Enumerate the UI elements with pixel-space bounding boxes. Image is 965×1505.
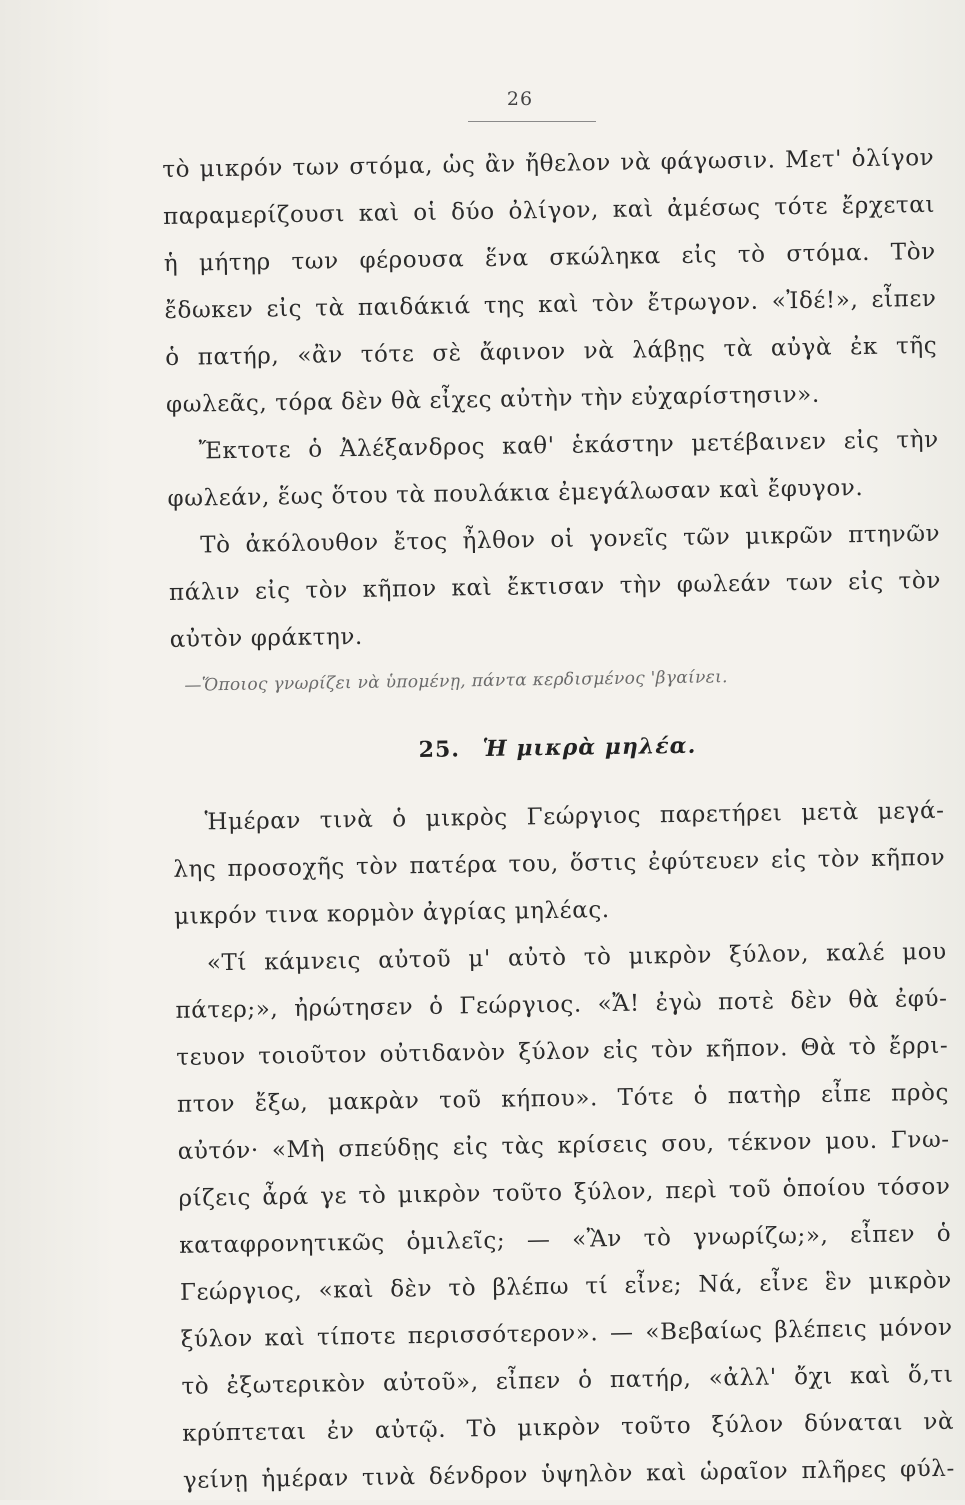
section-heading <box>171 696 944 800</box>
page-text <box>162 135 955 1505</box>
text-line: καταφρονητικῶς ὁμιλεῖς; — «Ἂν τὸ γνωρίζω;», εἶπεν ὁ <box>179 1220 952 1259</box>
page-number: 26 <box>506 88 534 110</box>
text-line: γείνῃ ἡμέραν τινὰ δένδρον ὑψηλὸν καὶ ὡραῖον πλῆρες φύλ- <box>182 1455 956 1494</box>
text-line: τευον τοιοῦτον οὐτιδανὸν ξύλον εἰς τὸν κῆπον. Θὰ τὸ ἔρρι- <box>176 1032 949 1071</box>
text-line: παραμερίζουσι καὶ οἱ δύο ὀλίγον, καὶ ἀμέσως τότε ἔρχεται <box>162 191 936 230</box>
text-line: τὸ μικρόν των στόμα, ὡς ἂν ἤθελον νὰ φάγωσιν. Μετ' ὀλίγον <box>162 144 935 183</box>
text-line: φωλεᾶς, τόρα δὲν θὰ εἶχες αὐτὴν τὴν εὐχαρίστησιν». <box>165 381 820 418</box>
section-title: Ἡ μικρὰ μηλέα. <box>482 732 697 763</box>
text-line: πάλιν εἰς τὸν κῆπον καὶ ἔκτισαν τὴν φωλεάν των εἰς τὸν <box>168 567 942 606</box>
text-line: ὁ πατήρ, «ἂν τότε σὲ ἄφινον νὰ λάβῃς τὰ αὐγὰ ἐκ τῆς <box>165 332 938 371</box>
text-line: Ἔκτοτε ὁ Ἀλέξανδρος καθ' ἑκάστην μετέβαινεν εἰς τὴν <box>198 426 939 465</box>
text-line: ρίζεις ἆρά γε τὸ μικρὸν τοῦτο ξύλον, περὶ τοῦ ὁποίου τόσον <box>178 1173 951 1212</box>
text-line: φωλεάν, ἕως ὅτου τὰ πουλάκια ἐμεγάλωσαν καὶ ἔφυγον. <box>167 475 864 512</box>
text-line: πάτερ;», ἠρώτησεν ὁ Γεώργιος. «Ἄ! ἐγὼ ποτὲ δὲν θὰ ἐφύ- <box>175 985 948 1024</box>
text-line: Ἡμέραν τινὰ ὁ μικρὸς Γεώργιος παρετήρει μετὰ μεγά- <box>204 797 945 836</box>
text-line: Γεώργιος, «καὶ δὲν τὸ βλέπω τί εἶνε; Νά, εἶνε ἓν μικρὸν <box>179 1267 953 1306</box>
text-line: αὐτόν· «Μὴ σπεύδῃς εἰς τὰς κρίσεις σου, τέκνον μου. Γνω- <box>177 1126 950 1165</box>
text-line: αὐτὸν φράκτην. <box>169 623 364 653</box>
text-line: λης προσοχῆς τὸν πατέρα του, ὅστις ἐφύτευεν εἰς τὸν κῆπον <box>173 844 946 883</box>
text-line: Τὸ ἀκόλουθον ἔτος ἦλθον οἱ γονεῖς τῶν μικρῶν πτηνῶν <box>200 520 941 559</box>
text-line: ξύλον καὶ τίποτε περισσότερον». — «Βεβαίως βλέπεις μόνον <box>180 1314 953 1353</box>
page-number-rule <box>468 121 596 122</box>
text-line: πτον ἔξω, μακρὰν τοῦ κήπου». Τότε ὁ πατὴρ εἶπε πρὸς <box>176 1079 950 1118</box>
text-line: τὸ ἐξωτερικὸν αὐτοῦ», εἶπεν ὁ πατήρ, «ἀλλ' ὄχι καὶ ὅ,τι <box>181 1361 954 1400</box>
text-line: μικρόν τινα κορμὸν ἀγρίας μηλέας. <box>173 897 610 930</box>
text-line: ἔδωκεν εἰς τὰ παιδάκιά της καὶ τὸν ἔτρωγον. «Ἰδέ!», εἶπεν <box>164 285 937 324</box>
proverb: —Ὅποιος γνωρίζει νὰ ὑπομένῃ, πάντα κερδισμένος 'βγαίνει. <box>184 667 728 696</box>
text-line: ἡ μήτηρ των φέρουσα ἕνα σκώληκα εἰς τὸ στόμα. Τὸν <box>163 238 936 277</box>
text-line: «Τί κάμνεις αὐτοῦ μ' αὐτὸ τὸ μικρὸν ξύλον, καλέ μου <box>206 938 947 977</box>
text-line: κρύπτεται ἐν αὐτῷ. Τὸ μικρὸν τοῦτο ξύλον δύναται νὰ <box>182 1408 955 1447</box>
section-number: 25. <box>418 736 461 764</box>
